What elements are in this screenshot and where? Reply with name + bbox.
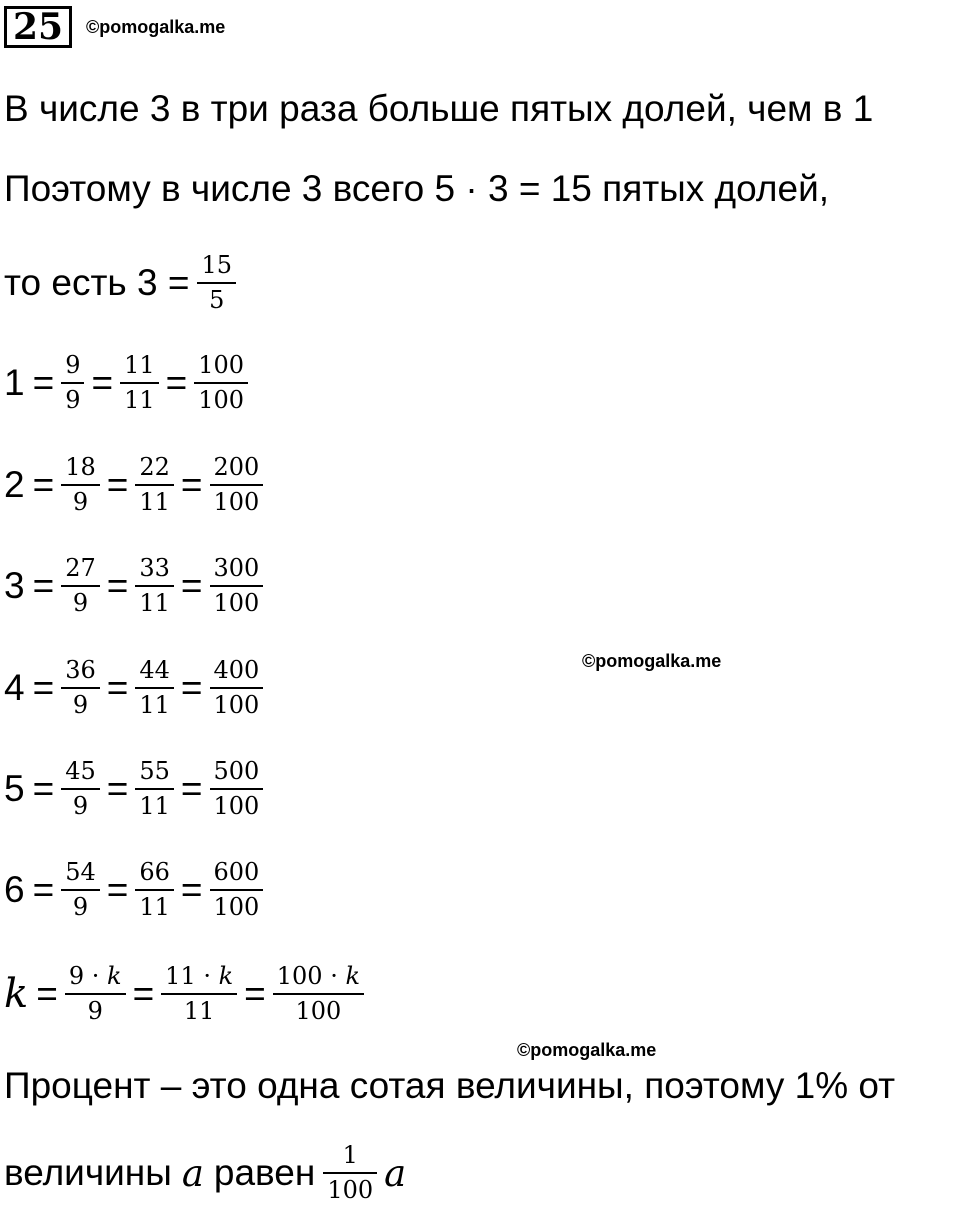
fraction (137, 857, 172, 921)
fraction (212, 553, 262, 617)
watermark-middle: ©pomogalka.me (582, 651, 722, 671)
denominator: 9 (61, 687, 100, 719)
percent-definition-line (4, 1060, 895, 1112)
denominator: 9 (61, 889, 100, 921)
equality-row-5 (4, 752, 262, 826)
numerator: 33 (139, 553, 170, 582)
denominator: 100 (194, 382, 248, 414)
problem-number: 25 (4, 6, 72, 48)
row-lhs: 5 (4, 768, 25, 809)
general-equality-row (4, 955, 363, 1033)
line-1-text: В числе 3 в три раза больше пятых долей, чем в 1 (4, 88, 874, 129)
watermark-bottom: ©pomogalka.me (517, 1040, 657, 1060)
numerator: 44 (139, 655, 170, 684)
denominator: 11 (135, 585, 174, 617)
fraction (63, 655, 98, 719)
numerator: 1 (342, 1140, 358, 1169)
fraction (212, 857, 262, 921)
variable-k: k (218, 961, 234, 990)
equals-sign: = (106, 464, 129, 505)
denominator: 100 (210, 585, 264, 617)
numerator: 55 (139, 756, 170, 785)
fraction (163, 961, 235, 1025)
equality-row-2 (4, 448, 262, 522)
row-lhs: 1 (4, 362, 25, 403)
numerator: 11 · k (165, 961, 234, 990)
equals-sign: = (91, 362, 114, 403)
numerator: 11 (124, 350, 155, 379)
denominator: 11 (135, 687, 174, 719)
row-lhs: 4 (4, 667, 25, 708)
general-lhs: k (4, 971, 29, 1017)
equals-sign: = (32, 362, 55, 403)
fraction (63, 553, 98, 617)
numerator: 66 (139, 857, 170, 886)
fraction (212, 756, 262, 820)
text-line-2 (4, 164, 829, 214)
denominator: 9 (65, 993, 126, 1025)
denominator: 100 (273, 993, 364, 1025)
denominator: 11 (135, 484, 174, 516)
numerator: 9 (65, 350, 81, 379)
equals-sign: = (32, 768, 55, 809)
row-lhs: 3 (4, 565, 25, 606)
fraction (137, 553, 172, 617)
line-2-text: Поэтому в числе 3 всего 5 · 3 = 15 пятых долей, (4, 168, 830, 209)
numerator: 100 (198, 350, 245, 379)
equals-sign: = (106, 667, 129, 708)
denominator: 5 (197, 282, 236, 314)
variable-a: a (181, 1151, 204, 1195)
denominator: 11 (135, 788, 174, 820)
variable-a-2: a (384, 1151, 407, 1195)
denominator: 100 (210, 484, 264, 516)
equals-sign: = (32, 667, 55, 708)
fraction (137, 452, 172, 516)
numerator: 18 (65, 452, 96, 481)
numerator: 54 (65, 857, 96, 886)
denominator: 9 (61, 484, 100, 516)
percent-text: Процент – это одна сотая величины, поэтому 1% от (4, 1065, 896, 1106)
equality-row-4 (4, 651, 262, 725)
numerator: 100 · k (276, 961, 361, 990)
numerator: 27 (65, 553, 96, 582)
denominator: 100 (210, 788, 264, 820)
equals-sign: = (180, 464, 203, 505)
equals-sign: = (132, 973, 155, 1014)
last-mid: равен (213, 1152, 316, 1193)
denominator: 100 (323, 1172, 377, 1204)
fraction (63, 350, 82, 414)
equality-row-1 (4, 346, 247, 420)
fraction (137, 655, 172, 719)
denominator: 9 (61, 382, 84, 414)
fraction (137, 756, 172, 820)
fraction (63, 452, 98, 516)
equality-row-3 (4, 549, 262, 623)
fraction (67, 961, 124, 1025)
equals-sign: = (180, 869, 203, 910)
equals-sign: = (180, 667, 203, 708)
numerator: 400 (213, 655, 260, 684)
line-3-prefix: то есть 3 = (4, 262, 190, 303)
fraction (63, 756, 98, 820)
numerator: 36 (65, 655, 96, 684)
equals-sign: = (106, 869, 129, 910)
variable-k: k (107, 961, 122, 990)
equals-sign: = (32, 464, 55, 505)
numerator: 200 (213, 452, 260, 481)
equals-sign: = (180, 768, 203, 809)
numerator: 600 (213, 857, 260, 886)
numerator: 22 (139, 452, 170, 481)
denominator: 100 (210, 687, 264, 719)
denominator: 11 (161, 993, 237, 1025)
equals-sign: = (36, 973, 58, 1014)
denominator: 100 (210, 889, 264, 921)
numerator: 45 (65, 756, 96, 785)
numerator: 15 (201, 250, 232, 279)
numerator: 500 (213, 756, 260, 785)
text-line-1 (4, 84, 873, 134)
last-prefix: величины (4, 1152, 172, 1193)
row-lhs: 2 (4, 464, 25, 505)
equals-sign: = (106, 565, 129, 606)
watermark-top: ©pomogalka.me (86, 17, 226, 37)
denominator: 11 (120, 382, 159, 414)
equals-sign: = (106, 768, 129, 809)
fraction (63, 857, 98, 921)
equals-sign: = (165, 362, 188, 403)
equals-sign: = (244, 973, 266, 1014)
fraction-15-5 (199, 250, 234, 314)
equality-row-6 (4, 853, 262, 927)
text-line-3 (4, 246, 235, 320)
last-line (4, 1136, 406, 1210)
fraction (212, 655, 262, 719)
fraction (275, 961, 362, 1025)
fraction-1-100 (325, 1140, 375, 1204)
fraction (122, 350, 157, 414)
numerator: 300 (213, 553, 260, 582)
equals-sign: = (32, 869, 55, 910)
fraction (196, 350, 246, 414)
row-lhs: 6 (4, 869, 25, 910)
equals-sign: = (32, 565, 55, 606)
fraction (212, 452, 262, 516)
variable-k: k (345, 961, 361, 990)
denominator: 9 (61, 788, 100, 820)
denominator: 11 (135, 889, 174, 921)
equals-sign: = (180, 565, 203, 606)
denominator: 9 (61, 585, 100, 617)
numerator: 9 · k (68, 961, 122, 990)
